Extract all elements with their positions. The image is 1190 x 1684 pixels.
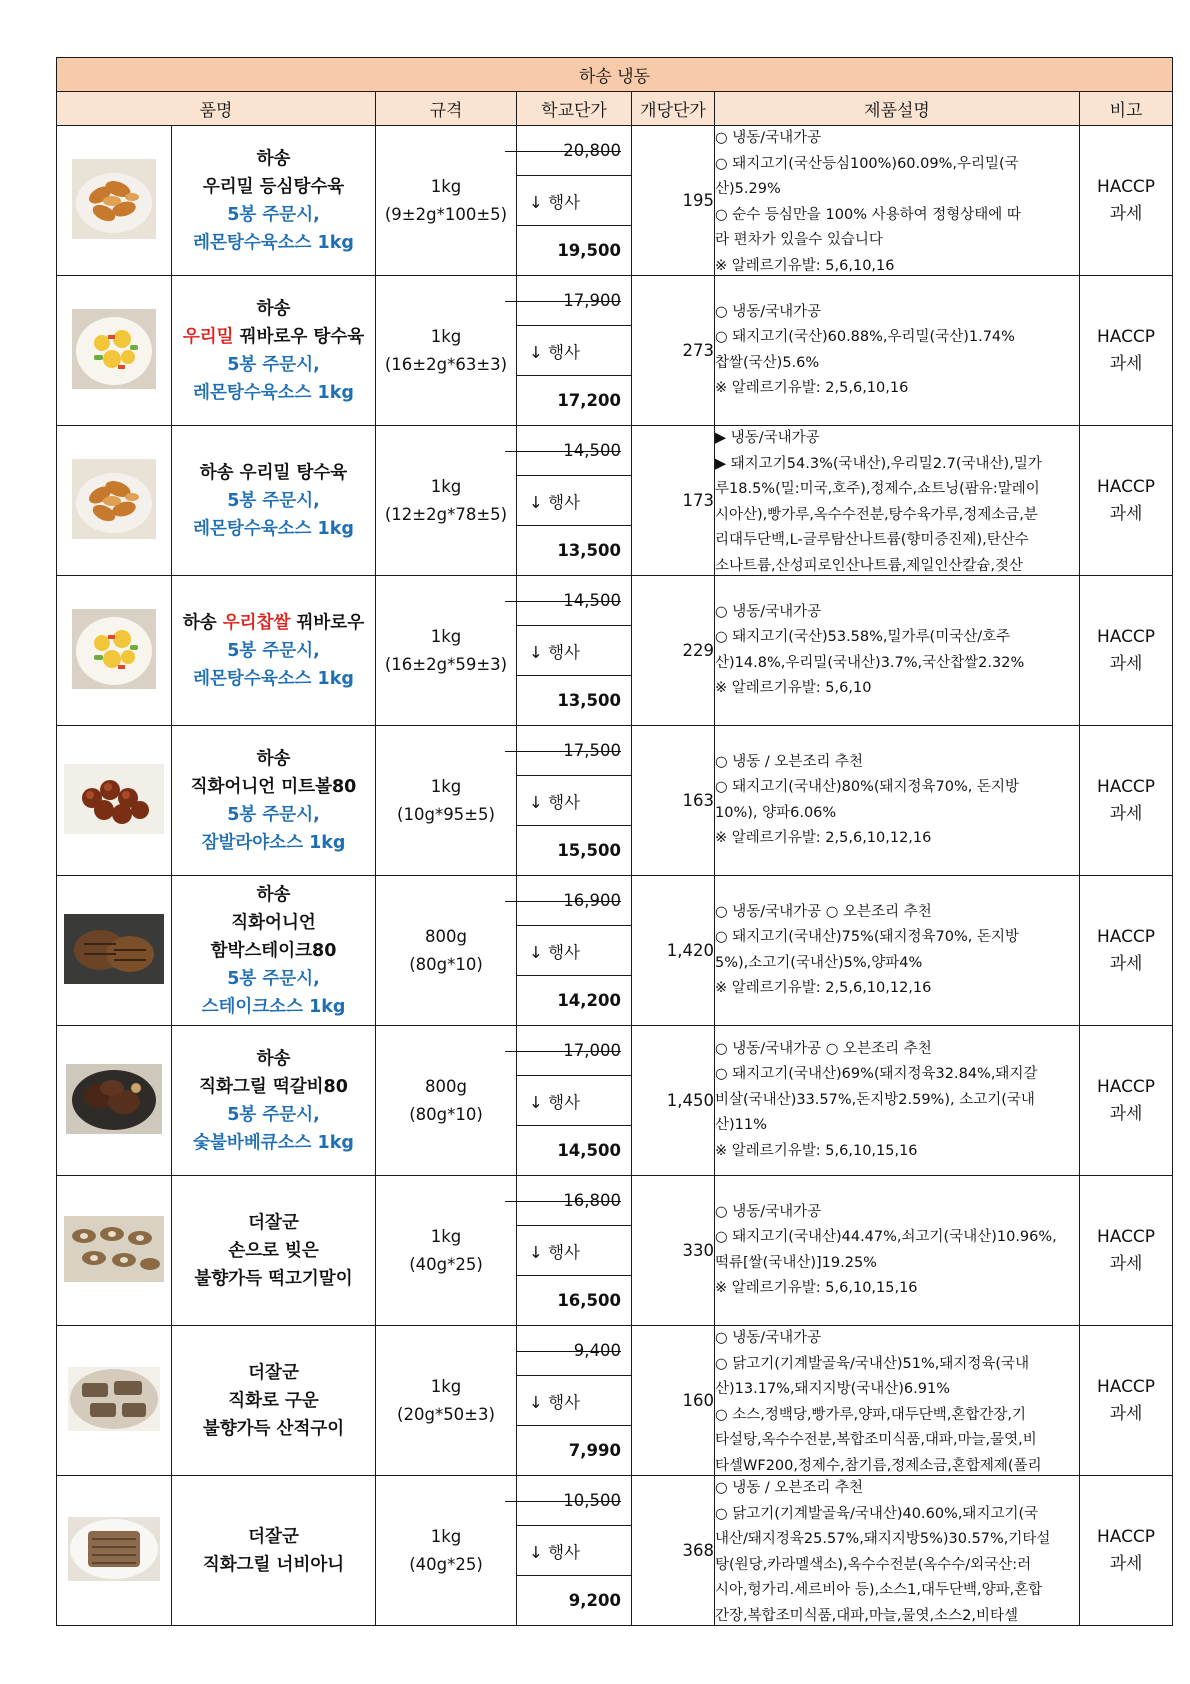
final-price: 13,500 bbox=[557, 691, 621, 710]
note-line: 과세 bbox=[1109, 353, 1143, 374]
product-image-cell bbox=[57, 726, 172, 876]
unit-price: 1,420 bbox=[632, 876, 715, 1026]
discount-label: ↓ 행사 bbox=[517, 1526, 631, 1576]
description-line: 시아,헝가리.세르비아 등),소스1,대두단백,양파,혼합 bbox=[715, 1582, 1043, 1598]
promo-text: 5봉 주문시, bbox=[227, 1104, 320, 1125]
product-name-line: 불향가득 떡고기말이 bbox=[194, 1268, 353, 1289]
description-line: ※ 알레르기유발: 2,5,6,10,12,16 bbox=[715, 980, 932, 996]
unit-price: 173 bbox=[632, 426, 715, 576]
original-price bbox=[517, 576, 631, 626]
spec-line: (40g*25) bbox=[409, 1554, 483, 1574]
product-photo bbox=[68, 1367, 160, 1435]
product-image-cell bbox=[57, 1476, 172, 1626]
product-name-cell bbox=[172, 576, 376, 726]
note-line: HACCP bbox=[1096, 1526, 1156, 1547]
description-line: 간장,복합조미식품,대파,마늘,물엿,소스2,비타셀 bbox=[715, 1607, 1019, 1624]
name-tail: 꿔바로우 bbox=[290, 612, 365, 633]
school-price-cell bbox=[517, 426, 632, 576]
note-line: HACCP bbox=[1096, 1376, 1156, 1397]
spec-line: (40g*25) bbox=[409, 1254, 483, 1274]
description-line: 산)13.17%,돼지지방(국내산)6.91% bbox=[715, 1381, 950, 1397]
header-unit-price: 개당단가 bbox=[632, 92, 715, 126]
product-name-cell bbox=[172, 726, 376, 876]
description-line: 비살(국내산)33.57%,돈지방2.59%), 소고기(국내 bbox=[715, 1091, 1035, 1108]
price-box bbox=[517, 1176, 631, 1325]
description-line: ○ 냉동/국내가공 bbox=[715, 603, 822, 620]
product-photo bbox=[72, 609, 156, 693]
product-photo bbox=[68, 1517, 160, 1585]
original-price-value: 9,400 bbox=[573, 1341, 621, 1360]
description-box bbox=[715, 600, 1079, 702]
product-photo bbox=[72, 309, 156, 393]
spec-line: (20g*50±3) bbox=[397, 1404, 495, 1424]
product-image-cell bbox=[57, 576, 172, 726]
unit-price: 273 bbox=[632, 276, 715, 426]
spec-line: 1kg bbox=[430, 326, 462, 346]
product-name-line: 하송 bbox=[256, 748, 291, 769]
description-line: 시아산),빵가루,옥수수전분,탕수육가루,정제소금,분 bbox=[715, 506, 1038, 523]
note-line: HACCP bbox=[1096, 1226, 1156, 1247]
note-cell bbox=[1080, 426, 1173, 576]
product-photo bbox=[72, 159, 156, 243]
description-cell bbox=[715, 1176, 1080, 1326]
note-line: 과세 bbox=[1109, 803, 1143, 824]
product-name-line: 우리밀 등심탕수육 bbox=[202, 176, 345, 197]
note-line: 과세 bbox=[1109, 653, 1143, 674]
promo-text: 레몬탕수육소스 1kg bbox=[193, 668, 354, 689]
discount-label: ↓ 행사 bbox=[517, 926, 631, 976]
description-line: 탕(원당,카라멜색소),옥수수전분(옥수수/외국산:러 bbox=[715, 1556, 1032, 1573]
promo-text: 스테이크소스 1kg bbox=[201, 996, 346, 1017]
discount-label: ↓ 행사 bbox=[517, 176, 631, 226]
table-row bbox=[57, 1026, 1173, 1176]
header-note: 비고 bbox=[1080, 92, 1173, 126]
description-line: 산)14.8%,우리밀(국내산)3.7%,국산찹쌀2.32% bbox=[715, 654, 1025, 671]
description-line: ○ 냉동/국내가공 ○ 오븐조리 추천 bbox=[715, 1040, 932, 1057]
description-line: ※ 알레르기유발: 5,6,10 bbox=[715, 680, 872, 696]
original-price bbox=[517, 726, 631, 776]
product-name-line: 하송 우리밀 탕수육 bbox=[199, 462, 348, 483]
description-line: 소나트륨,산성피로인산나트륨,제일인산칼슘,젖산 bbox=[715, 557, 1023, 574]
description-line: ○ 순수 등심만을 100% 사용하여 정형상태에 따 bbox=[715, 206, 1021, 223]
school-price-cell bbox=[517, 126, 632, 276]
school-price-cell bbox=[517, 876, 632, 1026]
final-price: 13,500 bbox=[557, 541, 621, 560]
spec-line: 1kg bbox=[430, 1526, 462, 1546]
product-photo bbox=[72, 459, 156, 543]
table-row bbox=[57, 726, 1173, 876]
promo-text: 5봉 주문시, bbox=[227, 804, 320, 825]
original-price-value: 14,500 bbox=[563, 441, 621, 460]
description-line: 찹쌀(국산)5.6% bbox=[715, 354, 820, 371]
note-cell bbox=[1080, 1176, 1173, 1326]
header-name: 품명 bbox=[57, 92, 376, 126]
product-name-line: 직화어니언 bbox=[231, 912, 316, 933]
description-line: 5%),소고기(국내산)5%,양파4% bbox=[715, 954, 923, 971]
name-tail: 꿔바로우 탕수육 bbox=[233, 326, 365, 347]
description-line: ○ 냉동/국내가공 bbox=[715, 303, 822, 320]
note-line: 과세 bbox=[1109, 1253, 1143, 1274]
description-cell bbox=[715, 1326, 1080, 1476]
product-name-line: 직화그릴 떡갈비80 bbox=[199, 1076, 348, 1097]
product-name-line: 하송 bbox=[256, 1048, 291, 1069]
product-image-cell bbox=[57, 1326, 172, 1476]
description-box bbox=[715, 1037, 1079, 1165]
description-box bbox=[715, 1476, 1079, 1625]
description-cell bbox=[715, 726, 1080, 876]
product-name-cell bbox=[172, 1326, 376, 1476]
promo-text: 5봉 주문시, bbox=[227, 204, 320, 225]
product-name-line bbox=[172, 323, 375, 351]
spec-line: 1kg bbox=[430, 1376, 462, 1396]
original-price-value: 20,800 bbox=[563, 141, 621, 160]
note-line: 과세 bbox=[1109, 953, 1143, 974]
note-cell bbox=[1080, 576, 1173, 726]
final-price: 19,500 bbox=[557, 241, 621, 260]
product-image-cell bbox=[57, 1176, 172, 1326]
spec-line: 800g bbox=[425, 926, 467, 946]
note-line: HACCP bbox=[1096, 1076, 1156, 1097]
description-line: ※ 알레르기유발: 5,6,10,16 bbox=[715, 257, 895, 274]
product-name-line bbox=[172, 609, 375, 637]
final-price: 14,200 bbox=[557, 991, 621, 1010]
product-image-cell bbox=[57, 876, 172, 1026]
product-name-line: 하송 bbox=[256, 148, 291, 169]
original-price-value: 16,900 bbox=[563, 891, 621, 910]
promo-text: 5봉 주문시, bbox=[227, 968, 320, 989]
spec-cell bbox=[376, 426, 517, 576]
promo-text: 레몬탕수육소스 1kg bbox=[193, 382, 354, 403]
school-price-cell bbox=[517, 1026, 632, 1176]
description-line: 10%), 양파6.06% bbox=[715, 804, 837, 821]
description-line: 루18.5%(밀:미국,호주),정제수,쇼트닝(팜유:말레이 bbox=[715, 481, 1040, 497]
original-price bbox=[517, 1476, 631, 1526]
original-price-value: 10,500 bbox=[563, 1491, 621, 1510]
original-price bbox=[517, 1326, 631, 1376]
product-name-line: 더잘군 bbox=[248, 1526, 299, 1547]
description-box bbox=[715, 126, 1079, 275]
description-box bbox=[715, 1200, 1079, 1302]
product-name-cell bbox=[172, 1476, 376, 1626]
note-cell bbox=[1080, 276, 1173, 426]
original-price bbox=[517, 1176, 631, 1226]
product-name-line: 직화그릴 너비아니 bbox=[202, 1554, 345, 1575]
product-name-line: 함박스테이크80 bbox=[210, 940, 337, 961]
original-price bbox=[517, 1026, 631, 1076]
description-line: ○ 냉동 / 오븐조리 추천 bbox=[715, 1480, 864, 1496]
final-price: 17,200 bbox=[557, 391, 621, 410]
original-price bbox=[517, 426, 631, 476]
promo-text: 5봉 주문시, bbox=[227, 490, 320, 511]
spec-cell bbox=[376, 126, 517, 276]
promo-text: 5봉 주문시, bbox=[227, 354, 320, 375]
product-photo bbox=[64, 764, 164, 838]
description-line: ○ 냉동/국내가공 bbox=[715, 1203, 822, 1220]
note-line: 과세 bbox=[1109, 203, 1143, 224]
product-name-cell bbox=[172, 1176, 376, 1326]
final-price: 7,990 bbox=[568, 1441, 621, 1460]
price-box bbox=[517, 876, 631, 1025]
description-line: 산)11% bbox=[715, 1117, 767, 1134]
description-line: ○ 냉동/국내가공 bbox=[715, 130, 822, 146]
product-price-table bbox=[56, 57, 1173, 1626]
original-price bbox=[517, 876, 631, 926]
description-line: ○ 소스,정백당,빵가루,양파,대두단백,혼합간장,기 bbox=[715, 1406, 1027, 1423]
note-line: HACCP bbox=[1096, 926, 1156, 947]
school-price-cell bbox=[517, 726, 632, 876]
spec-line: 1kg bbox=[430, 476, 462, 496]
description-line: ※ 알레르기유발: 2,5,6,10,16 bbox=[715, 380, 909, 396]
spec-line: 1kg bbox=[430, 176, 462, 196]
product-name-line: 직화로 구운 bbox=[228, 1390, 319, 1411]
description-cell bbox=[715, 126, 1080, 276]
description-cell bbox=[715, 1476, 1080, 1626]
description-cell bbox=[715, 876, 1080, 1026]
header-description: 제품설명 bbox=[715, 92, 1080, 126]
unit-price: 330 bbox=[632, 1176, 715, 1326]
spec-cell bbox=[376, 1176, 517, 1326]
description-line: ※ 알레르기유발: 5,6,10,15,16 bbox=[715, 1142, 918, 1159]
table-row bbox=[57, 126, 1173, 276]
description-line: ○ 닭고기(기계발골육/국내산)40.60%,돼지고기(국 bbox=[715, 1505, 1039, 1522]
spec-cell bbox=[376, 576, 517, 726]
table-title: 하송 냉동 bbox=[57, 58, 1173, 92]
note-line: HACCP bbox=[1096, 176, 1156, 197]
spec-line: (16±2g*63±3) bbox=[384, 354, 508, 374]
unit-price: 195 bbox=[632, 126, 715, 276]
original-price bbox=[517, 276, 631, 326]
product-photo bbox=[66, 1064, 162, 1138]
spec-line: 1kg bbox=[430, 776, 462, 796]
product-photo bbox=[64, 914, 164, 988]
note-cell bbox=[1080, 1026, 1173, 1176]
product-name-line: 더잘군 bbox=[248, 1362, 299, 1383]
table-row bbox=[57, 876, 1173, 1026]
school-price-cell bbox=[517, 276, 632, 426]
original-price bbox=[517, 126, 631, 176]
description-line: 내산/돼지정육25.57%,돼지지방5%)30.57%,기타설 bbox=[715, 1531, 1051, 1547]
description-line: ○ 냉동/국내가공 ○ 오븐조리 추천 bbox=[715, 903, 932, 920]
description-cell bbox=[715, 1026, 1080, 1176]
note-line: HACCP bbox=[1096, 626, 1156, 647]
school-price-cell bbox=[517, 1326, 632, 1476]
description-line: ○ 돼지고기(국내산)75%(돼지정육70%, 돈지방 bbox=[715, 929, 1020, 945]
spec-cell bbox=[376, 1326, 517, 1476]
product-image-cell bbox=[57, 1026, 172, 1176]
name-highlight: 우리찹쌀 bbox=[222, 612, 291, 633]
name-head: 하송 bbox=[182, 612, 223, 633]
description-line: ○ 돼지고기(국내산)80%(돼지정육70%, 돈지방 bbox=[715, 779, 1020, 795]
description-cell bbox=[715, 426, 1080, 576]
note-line: 과세 bbox=[1109, 503, 1143, 524]
spec-line: (12±2g*78±5) bbox=[384, 504, 508, 524]
note-cell bbox=[1080, 1476, 1173, 1626]
final-price: 14,500 bbox=[557, 1141, 621, 1160]
header-spec: 규격 bbox=[376, 92, 517, 126]
school-price-cell bbox=[517, 576, 632, 726]
spec-cell bbox=[376, 876, 517, 1026]
spec-cell bbox=[376, 726, 517, 876]
product-image-cell bbox=[57, 126, 172, 276]
description-line: ○ 돼지고기(국산등심100%)60.09%,우리밀(국 bbox=[715, 155, 1019, 172]
note-cell bbox=[1080, 726, 1173, 876]
spec-line: 1kg bbox=[430, 1226, 462, 1246]
discount-label: ↓ 행사 bbox=[517, 776, 631, 826]
final-price: 9,200 bbox=[568, 1591, 621, 1610]
school-price-cell bbox=[517, 1476, 632, 1626]
description-box bbox=[715, 1326, 1079, 1475]
original-price-value: 17,000 bbox=[563, 1041, 621, 1060]
discount-label: ↓ 행사 bbox=[517, 1076, 631, 1126]
spec-line: (10g*95±5) bbox=[397, 804, 495, 824]
description-line: ○ 돼지고기(국산)53.58%,밀가루(미국산/호주 bbox=[715, 629, 1011, 645]
description-box bbox=[715, 900, 1079, 1002]
spec-line: (16±2g*59±3) bbox=[384, 654, 508, 674]
unit-price: 368 bbox=[632, 1476, 715, 1626]
description-box bbox=[715, 750, 1079, 852]
unit-price: 1,450 bbox=[632, 1026, 715, 1176]
description-line: ○ 냉동/국내가공 bbox=[715, 1330, 822, 1346]
school-price-cell bbox=[517, 1176, 632, 1326]
unit-price: 229 bbox=[632, 576, 715, 726]
product-name-line: 손으로 빚은 bbox=[228, 1240, 319, 1261]
product-name-line: 불향가득 산적구이 bbox=[202, 1418, 345, 1439]
spec-cell bbox=[376, 1026, 517, 1176]
description-line: 산)5.29% bbox=[715, 181, 781, 197]
original-price-value: 17,500 bbox=[563, 741, 621, 760]
note-cell bbox=[1080, 126, 1173, 276]
description-line: ○ 돼지고기(국산)60.88%,우리밀(국산)1.74% bbox=[715, 329, 1015, 345]
spec-line: (80g*10) bbox=[409, 1104, 483, 1124]
promo-text: 레몬탕수육소스 1kg bbox=[193, 518, 354, 539]
description-line: 리대두단백,L-글루탐산나트륨(향미증진제),탄산수 bbox=[715, 532, 1029, 548]
original-price-value: 14,500 bbox=[563, 591, 621, 610]
table-row bbox=[57, 1476, 1173, 1626]
product-name-line: 직화어니언 미트볼80 bbox=[190, 776, 357, 797]
table-row bbox=[57, 576, 1173, 726]
discount-label: ↓ 행사 bbox=[517, 1376, 631, 1426]
description-line: ○ 냉동 / 오븐조리 추천 bbox=[715, 753, 864, 770]
price-box bbox=[517, 726, 631, 875]
discount-label: ↓ 행사 bbox=[517, 626, 631, 676]
note-line: HACCP bbox=[1096, 476, 1156, 497]
table-row bbox=[57, 1176, 1173, 1326]
header-school-price: 학교단가 bbox=[517, 92, 632, 126]
product-name-line: 더잘군 bbox=[248, 1212, 299, 1233]
spec-line: 1kg bbox=[430, 626, 462, 646]
price-box bbox=[517, 426, 631, 575]
spec-line: (9±2g*100±5) bbox=[384, 204, 508, 224]
promo-text: 숯불바베큐소스 1kg bbox=[193, 1132, 354, 1153]
product-name-cell bbox=[172, 126, 376, 276]
description-line: 떡류[쌀(국내산)]19.25% bbox=[715, 1254, 877, 1271]
promo-text: 5봉 주문시, bbox=[227, 640, 320, 661]
description-line: ▶ 돼지고기54.3%(국내산),우리밀2.7(국내산),밀가 bbox=[715, 455, 1042, 472]
price-box bbox=[517, 1476, 631, 1625]
final-price: 15,500 bbox=[557, 841, 621, 860]
price-box bbox=[517, 1026, 631, 1175]
description-line: ▶ 냉동/국내가공 bbox=[715, 430, 820, 446]
unit-price: 160 bbox=[632, 1326, 715, 1476]
product-image-cell bbox=[57, 426, 172, 576]
note-line: 과세 bbox=[1109, 1403, 1143, 1424]
unit-price: 163 bbox=[632, 726, 715, 876]
promo-text: 레몬탕수육소스 1kg bbox=[193, 232, 354, 253]
price-box bbox=[517, 576, 631, 725]
price-box bbox=[517, 1326, 631, 1475]
description-line: 라 편차가 있을수 있습니다 bbox=[715, 232, 883, 248]
product-name-cell bbox=[172, 876, 376, 1026]
product-image-cell bbox=[57, 276, 172, 426]
product-name-line: 하송 bbox=[256, 884, 291, 905]
description-box bbox=[715, 300, 1079, 402]
description-cell bbox=[715, 276, 1080, 426]
spec-cell bbox=[376, 1476, 517, 1626]
product-photo bbox=[64, 1216, 164, 1286]
description-box bbox=[715, 426, 1079, 575]
note-cell bbox=[1080, 876, 1173, 1026]
description-line: ※ 알레르기유발: 5,6,10,15,16 bbox=[715, 1280, 918, 1296]
note-line: HACCP bbox=[1096, 326, 1156, 347]
description-line: 타설탕,옥수수전분,복합조미식품,대파,마늘,물엿,비 bbox=[715, 1432, 1037, 1448]
table-row bbox=[57, 276, 1173, 426]
description-line: ○ 돼지고기(국내산)69%(돼지정육32.84%,돼지갈 bbox=[715, 1066, 1038, 1083]
spec-line: (80g*10) bbox=[409, 954, 483, 974]
table-row bbox=[57, 1326, 1173, 1476]
product-name-cell bbox=[172, 1026, 376, 1176]
price-box bbox=[517, 126, 631, 275]
note-line: 과세 bbox=[1109, 1103, 1143, 1124]
spec-line: 800g bbox=[425, 1076, 467, 1096]
note-line: HACCP bbox=[1096, 776, 1156, 797]
original-price-value: 17,900 bbox=[563, 291, 621, 310]
description-line: ○ 닭고기(기계발골육/국내산)51%,돼지정육(국내 bbox=[715, 1355, 1030, 1372]
promo-text: 잠발라야소스 1kg bbox=[201, 832, 346, 853]
spec-cell bbox=[376, 276, 517, 426]
note-line: 과세 bbox=[1109, 1553, 1143, 1574]
note-cell bbox=[1080, 1326, 1173, 1476]
description-line: 타셀WF200,정제수,참기름,정제소금,혼합제제(폴리 bbox=[715, 1457, 1042, 1474]
description-line: ※ 알레르기유발: 2,5,6,10,12,16 bbox=[715, 830, 932, 846]
product-name-line: 하송 bbox=[256, 298, 291, 319]
discount-label: ↓ 행사 bbox=[517, 1226, 631, 1276]
original-price-value: 16,800 bbox=[563, 1191, 621, 1210]
description-line: ○ 돼지고기(국내산)44.47%,쇠고기(국내산)10.96%, bbox=[715, 1229, 1057, 1245]
product-name-cell bbox=[172, 276, 376, 426]
discount-label: ↓ 행사 bbox=[517, 476, 631, 526]
final-price: 16,500 bbox=[557, 1291, 621, 1310]
discount-label: ↓ 행사 bbox=[517, 326, 631, 376]
product-name-cell bbox=[172, 426, 376, 576]
table-row bbox=[57, 426, 1173, 576]
description-cell bbox=[715, 576, 1080, 726]
price-box bbox=[517, 276, 631, 425]
name-highlight: 우리밀 bbox=[182, 326, 234, 347]
